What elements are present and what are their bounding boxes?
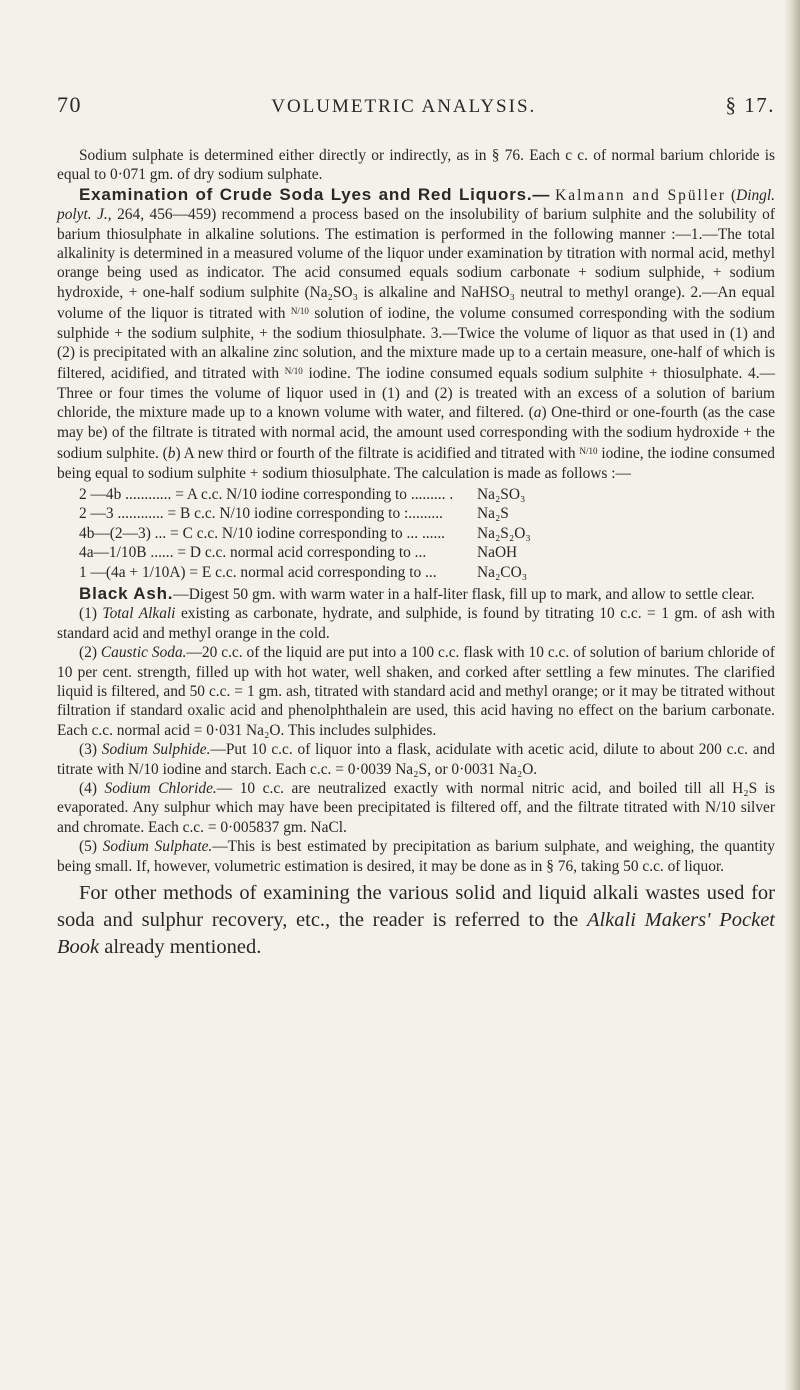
crude-text-2: solution of iodine, the volume consumed corresponding with the sodium sulphide + the sodium sulphite, + the sodium thiosulphate. 3.—Twice the volume of liquor as that used in (1) and (2) is precipitated with an alkaline zinc solution, and the mixture made up to a certain measure, one-half of which is filtered, acidified, and titrated with (57, 305, 775, 383)
calc-row (79, 524, 775, 543)
ref-journal: Dingl. polyt. J. (57, 186, 775, 224)
item-title: Sodium Sulphate. (102, 838, 213, 856)
item-title: Caustic Soda. (100, 644, 187, 662)
item-title: Total Alkali (102, 605, 176, 623)
item-title: Sodium Chloride. (104, 780, 217, 797)
black-ash-lead: —Digest 50 gm. with warm water in a half-liter flask, fill up to mark, and allow to settle clear. (173, 585, 755, 603)
calc-row (79, 563, 775, 582)
calc-left: 2 —4b ............ = A c.c. N/10 iodine corresponding to ......... . (79, 485, 454, 503)
item-number: (4) (79, 780, 105, 797)
black-ash-item-2 (57, 643, 775, 740)
calc-right: NaOH (477, 544, 518, 562)
calc-right: Na₂SO₃ (477, 485, 526, 503)
calc-right: Na₂CO₃ (477, 563, 528, 581)
calc-row (79, 543, 775, 562)
black-ash-item-1 (57, 604, 775, 643)
closing-book-title: Alkali Makers' Pocket Book (57, 909, 775, 959)
crude-text-1: , 264, 456—459) recommend a process based on the insolubility of barium sulphite and the solubility of barium thiosulphate in alkaline solutions. The estimation is performed in the following manner :—1.—The total alkalinity is determined in a measured volume of the liquor under examination by titration with normal acid, methyl orange being used as indicator. The acid consumed equals sodium carbonate + sodium sulphide, + sodium hydroxide, + one-half sodium sulphite (Na₂SO₃ is alkaline and NaHSO₃ neutral to methyl orange). 2.—An equal volume of the liquor is titrated with (57, 206, 775, 323)
closing-text: For other methods of examining the various solid and liquid alkali wastes used for soda and sulphur recovery, etc., the reader is referred to the (57, 882, 775, 932)
black-ash-heading: Black Ash. (79, 583, 174, 603)
intro-paragraph: Sodium sulphate is determined either directly or indirectly, as in § 76. Each c c. of normal barium chloride is equal to 0·071 gm. of dry sodium sulphate. (57, 147, 775, 184)
crude-text-4: ) One-third or one-fourth (as the case may be) of the filtrate is titrated with normal acid, the amount used corresponding with the sodium hydroxide + the sodium sulphite. ( (57, 404, 776, 463)
item-text: — 10 c.c. are neutralized exactly with normal nitric acid, and boiled till all H₂S is evaporated. Any sulphur which may have been precipitated is filtered off, and the filtrate titrated with N/10 silver and chromate. Each c.c. = 0·005837 gm. NaCl. (57, 780, 776, 836)
black-ash-item-3 (57, 740, 775, 779)
item-text: existing as carbonate, hydrate, and sulphide, is found by titrating 10 c.c. = 1 gm. of ash with standard acid and methyl orange in the cold. (57, 605, 775, 642)
page-edge-shadow (784, 0, 800, 1390)
page-number: 70 (57, 92, 82, 117)
calc-left: 1 —(4a + 1/10A) = E c.c. normal acid corresponding to ... (79, 563, 437, 581)
crude-text-3: iodine. The iodine consumed equals sodium sulphite + thiosulphate. 4.—Three or four times the volume of liquor used in (1) and (2) is treated with an excess of a solution of barium chloride, the mixture made up to a known volume with water, and filtered. ( (57, 365, 775, 422)
black-ash-paragraph (57, 584, 775, 604)
calc-row (79, 504, 775, 523)
item-number: (1) (79, 605, 103, 623)
crude-soda-paragraph (57, 185, 775, 483)
closing-end: already mentioned. (99, 936, 262, 959)
running-title: VOLUMETRIC ANALYSIS. (271, 96, 537, 117)
item-number: (5) (79, 838, 103, 856)
authors: Kalmann and Spüller (555, 186, 727, 204)
section-number: § 17. (725, 93, 775, 117)
item-text: —Put 10 c.c. of liquor into a flask, acidulate with acetic acid, dilute to about 200 c.c. and titrate with N/10 iodine and starch. Each c.c. = 0·0039 Na₂S, or 0·0031 Na₂O. (57, 741, 775, 778)
item-title: Sodium Sulphide. (101, 741, 211, 759)
calculation-table (79, 485, 775, 582)
item-text: —20 c.c. of the liquid are put into a 100 c.c. flask with 10 c.c. of solution of barium chloride of 10 per cent. strength, filled up with hot water, well shaken, and corked after settling a few minutes. The clarified liquid is filtered, and 50 c.c. = 1 gm. ash, titrated with standard acid and methyl orange; or it may be titrated without filtration if standard oxalic acid and phenolphthalein are used, this acid having no effect on the barium carbonate. Each c.c. normal acid = 0·031 Na₂O. This includes sulphides. (57, 644, 775, 739)
fraction-n10: N/10 (579, 446, 598, 457)
calc-left: 4a—1/10B ...... = D c.c. normal acid corresponding to ... (79, 544, 427, 562)
calc-right: Na₂S₂O₃ (477, 524, 531, 542)
calc-left: 2 —3 ............ = B c.c. N/10 iodine corresponding to :......... (79, 505, 443, 523)
item-number: (3) (79, 741, 102, 759)
calc-right: Na₂S (477, 505, 509, 523)
crude-text-6: iodine, the iodine consumed being equal to sodium sulphite + sodium thiosulphate. The calculation is made as follows :— (57, 445, 775, 482)
item-text: —This is best estimated by precipitation as barium sulphate, and weighing, the quantity being small. If, however, volumetric estimation is desired, it may be done as in § 76, taking 50 c.c. of liquor. (57, 838, 776, 875)
item-b-letter: b (167, 445, 176, 463)
running-head (57, 92, 775, 118)
item-number: (2) (79, 644, 101, 662)
ref-open: ( (726, 186, 737, 204)
crude-soda-heading: Examination of Crude Soda Lyes and Red Liquors.— (79, 184, 551, 204)
fraction-n10: N/10 (284, 366, 303, 377)
fraction-n10: N/10 (290, 306, 309, 317)
crude-text-5: ) A new third or fourth of the filtrate is acidified and titrated with (175, 445, 576, 463)
closing-paragraph (57, 880, 775, 961)
calc-left: 4b—(2—3) ... = C c.c. N/10 iodine corresponding to ... ...... (79, 524, 446, 542)
black-ash-item-4 (57, 779, 775, 837)
black-ash-item-5 (57, 837, 775, 876)
calc-row (79, 485, 775, 504)
book-page (57, 92, 775, 961)
item-a-letter: a (533, 404, 542, 422)
